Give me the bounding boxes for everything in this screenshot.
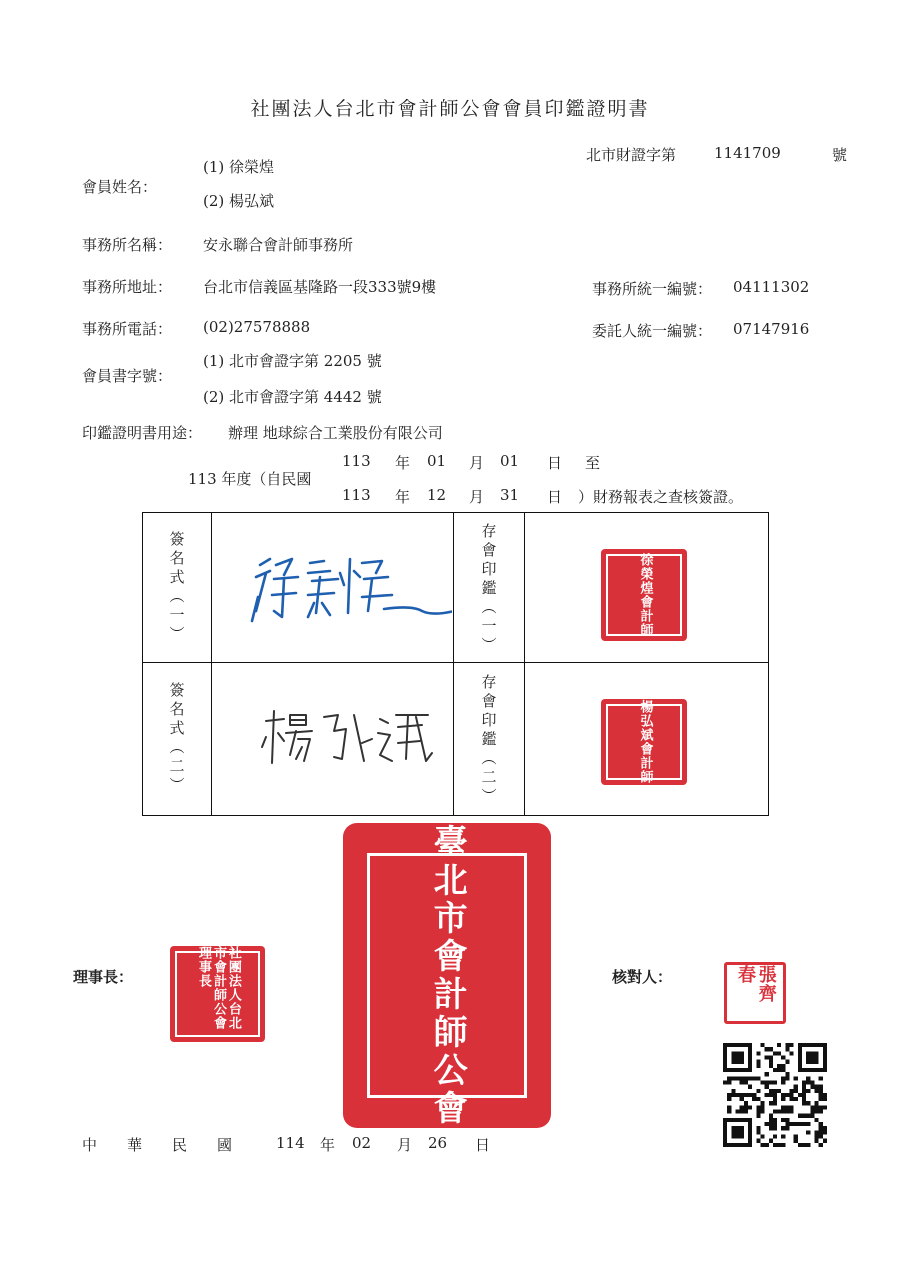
seal-label-cell-1 xyxy=(454,513,525,663)
date-month: 02 xyxy=(352,1134,372,1152)
member-seal-1 xyxy=(601,549,687,641)
table-row xyxy=(143,513,769,663)
office-tax-id-label: 事務所統一編號： xyxy=(592,280,713,298)
office-tax-id: 04111302 xyxy=(733,278,810,296)
period-end-month: 12 xyxy=(427,486,447,504)
member-name-2: (2) 楊弘斌 xyxy=(203,192,275,210)
seal-cell-1 xyxy=(525,513,769,663)
seal-label-2: 存會印鑑（二） xyxy=(479,674,498,807)
period-end-year: 113 xyxy=(342,486,371,504)
period-start-year: 113 xyxy=(342,452,371,470)
license-2: (2) 北市會證字第 4442 號 xyxy=(203,388,382,406)
chairman-seal xyxy=(170,946,265,1042)
period-end-day-unit: 日 xyxy=(547,488,563,506)
checker-label: 核對人： xyxy=(612,968,673,986)
signature-cell-2 xyxy=(212,663,454,816)
period-to: 至 xyxy=(585,454,601,472)
member-seal-2 xyxy=(601,699,687,785)
member-name-label: 會員姓名： xyxy=(82,178,158,196)
period-end-tail: ）財務報表之查核簽證。 xyxy=(578,488,744,506)
member-name-1: (1) 徐榮煌 xyxy=(203,158,275,176)
date-era: 中 華 民 國 xyxy=(82,1136,233,1154)
period-start-year-unit: 年 xyxy=(395,454,411,472)
sign-label-cell-1 xyxy=(143,513,212,663)
date-day-unit: 日 xyxy=(475,1136,491,1154)
signature-1-handwriting xyxy=(212,513,452,661)
date-year: 114 xyxy=(276,1134,305,1152)
seal-cell-2 xyxy=(525,663,769,816)
period-start-day-unit: 日 xyxy=(547,454,563,472)
period-start-month-unit: 月 xyxy=(469,454,485,472)
period-year-prefix: 113 年度（自民國 xyxy=(188,470,312,488)
chairman-label: 理事長： xyxy=(73,968,134,986)
sign-label-2: 簽名式（二） xyxy=(167,682,186,796)
office-address-label: 事務所地址： xyxy=(82,278,173,296)
seal-label-cell-2 xyxy=(454,663,525,816)
signature-seal-table xyxy=(142,512,769,816)
association-seal-text: 臺北市會計師公會 xyxy=(427,823,468,1128)
license-1: (1) 北市會證字第 2205 號 xyxy=(203,352,382,370)
signature-2-handwriting xyxy=(212,663,452,813)
office-phone-label: 事務所電話： xyxy=(82,320,173,338)
date-month-unit: 月 xyxy=(397,1136,413,1154)
period-end-year-unit: 年 xyxy=(395,488,411,506)
seal-label-1: 存會印鑑（一） xyxy=(479,522,498,656)
sign-label-1: 簽名式（一） xyxy=(167,530,186,645)
checker-seal-text: 張齊春 xyxy=(735,965,777,1003)
client-tax-id-label: 委託人統一編號： xyxy=(592,322,713,340)
chairman-seal-text: 社團法人台北市會計師公會理事長 xyxy=(196,946,241,1030)
doc-number: 1141709 xyxy=(714,144,781,162)
office-phone: (02)27578888 xyxy=(203,318,311,336)
signature-cell-1 xyxy=(212,513,454,663)
table-row xyxy=(143,663,769,816)
period-start-day: 01 xyxy=(500,452,520,470)
office-name-label: 事務所名稱： xyxy=(82,236,173,254)
document-title: 社團法人台北市會計師公會會員印鑑證明書 xyxy=(250,98,650,120)
office-name: 安永聯合會計師事務所 xyxy=(203,236,354,254)
member-seal-2-text: 楊弘斌會計師 xyxy=(637,700,653,784)
doc-number-suffix: 號 xyxy=(832,146,848,164)
date-day: 26 xyxy=(428,1134,448,1152)
sign-label-cell-2 xyxy=(143,663,212,816)
qr-code-icon[interactable] xyxy=(723,1043,827,1147)
client-tax-id: 07147916 xyxy=(733,320,810,338)
doc-number-prefix: 北市財證字第 xyxy=(586,146,677,164)
purpose-label: 印鑑證明書用途： xyxy=(82,424,203,442)
association-seal xyxy=(343,823,551,1128)
license-label: 會員書字號： xyxy=(82,367,173,385)
period-end-day: 31 xyxy=(500,486,520,504)
member-seal-1-text: 徐榮煌會計師 xyxy=(637,553,653,637)
period-start-month: 01 xyxy=(427,452,447,470)
period-end-month-unit: 月 xyxy=(469,488,485,506)
office-address: 台北市信義區基隆路一段333號9樓 xyxy=(203,278,437,296)
date-year-unit: 年 xyxy=(320,1136,336,1154)
checker-seal xyxy=(724,962,786,1024)
purpose: 辦理 地球綜合工業股份有限公司 xyxy=(228,424,443,442)
